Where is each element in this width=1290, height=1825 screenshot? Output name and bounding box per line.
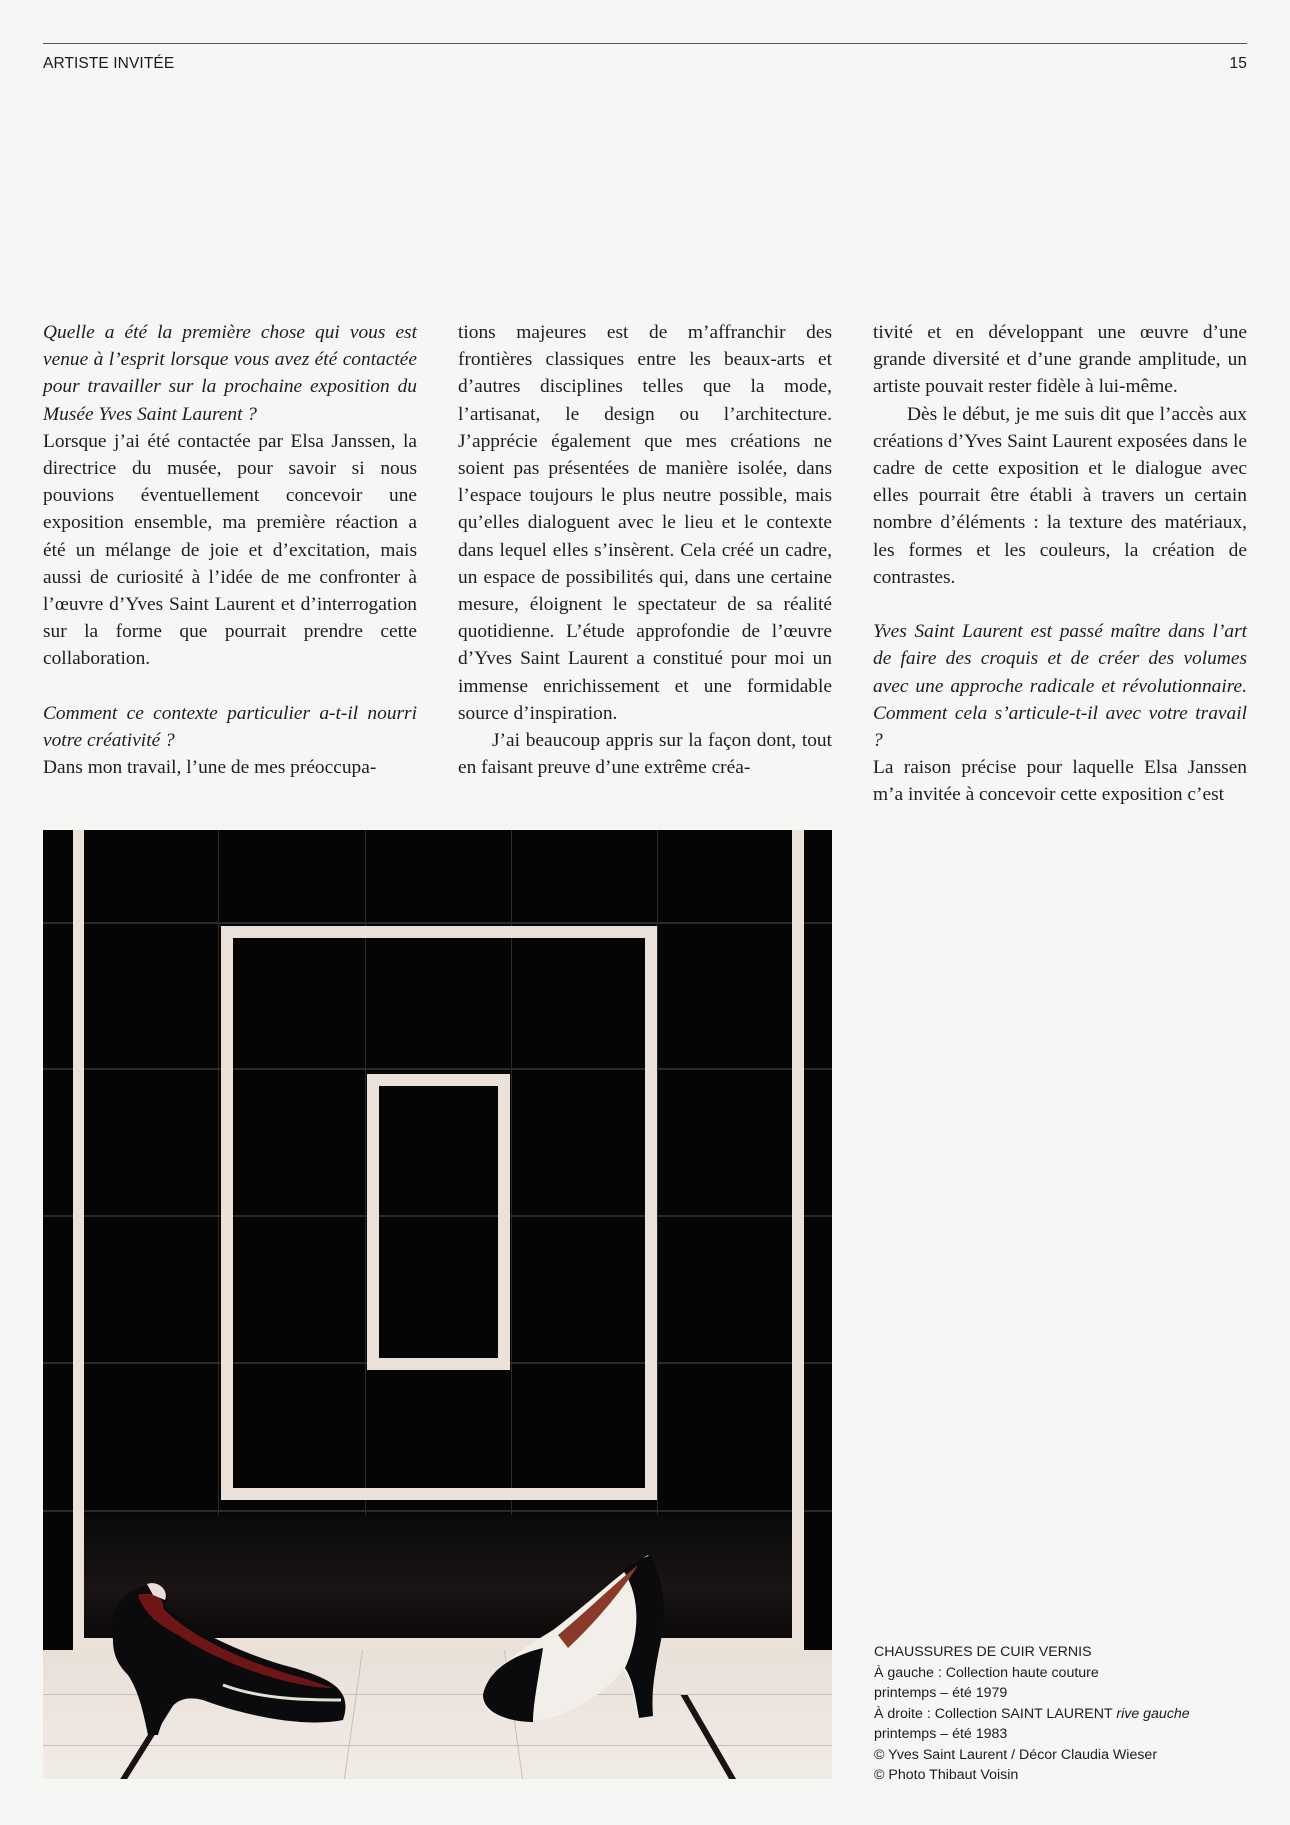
interview-answer: Lorsque j’ai été contactée par Elsa Janssen, la directrice du musée, pour savoir si nous pouvions éventuellement concevoir une exposition ensemble, ma première réaction a été un mélange de joie et d’excitation, mais aussi de curiosité à l’idée de me confronter à l’œuvre d’Yves Saint Laurent et d’interrogation sur la forme que pourrait prendre cette collaboration. — [43, 430, 417, 670]
interview-question: Comment ce contexte particulier a-t-il nourri votre créativité ? — [43, 702, 417, 752]
left-shoe-icon — [103, 1550, 403, 1740]
caption-line: © Photo Thibaut Voisin — [874, 1767, 1019, 1783]
interview-question: Yves Saint Laurent est passé maître dans l’art de faire des croquis et de créer des volumes avec une approche radicale et révolutionnaire. Comment cela s’articule-t-il avec votre travail ? — [873, 621, 1247, 752]
photo-caption — [874, 1642, 1254, 1786]
header-rule — [43, 43, 1247, 44]
right-shoe-icon — [473, 1530, 673, 1740]
interview-answer: Dès le début, je me suis dit que l’accès aux créations d’Yves Saint Laurent exposées dans le cadre de cette exposition et le dialogue avec elles pourrait être établi à travers un certain nombre d’éléments : la texture des matériaux, les formes et les couleurs, la création de contrastes. — [873, 403, 1247, 588]
text-column-3 — [873, 319, 1247, 809]
caption-line: printemps – été 1979 — [874, 1685, 1008, 1701]
page-number: 15 — [1229, 55, 1247, 72]
outer-frame-right — [792, 830, 804, 1650]
interview-answer: La raison précise pour laquelle Elsa Janssen m’a invitée à concevoir cette exposition c’est — [873, 757, 1247, 806]
caption-italic-text: rive gauche — [1116, 1705, 1190, 1722]
interview-answer: tivité et en développant une œuvre d’une grande diversité et d’une grande amplitude, un artiste pouvait rester fidèle à lui-même. — [873, 322, 1247, 398]
shoes-photograph — [43, 830, 832, 1779]
middle-frame — [221, 926, 233, 1500]
inner-frame — [367, 1074, 379, 1370]
running-header — [43, 55, 1247, 73]
caption-title: CHAUSSURES DE CUIR VERNIS — [874, 1644, 1092, 1660]
interview-answer: tions majeures est de m’affranchir des frontières classiques entre les beaux-arts et d’autres disciplines telles que la mode, l’artisanat, le design ou l’architecture. J’apprécie également que mes créations ne soient pas présentées de manière isolée, dans l’espace toujours le plus neutre possible, mais qu’elles dialoguent avec le lieu et le contexte dans lequel elles s’insèrent. Cela créé un cadre, un espace de possibilités qui, dans une certaine mesure, éloignent le spectateur de sa réalité quotidienne. L’étude approfondie de l’œuvre d’Yves Saint Laurent a constitué pour moi un immense enrichissement et une formidable source d’inspiration. — [458, 322, 832, 724]
text-column-1 — [43, 319, 417, 781]
text-column-2 — [458, 319, 832, 781]
caption-line: © Yves Saint Laurent / Décor Claudia Wieser — [874, 1746, 1158, 1763]
caption-line: À gauche : Collection haute couture — [874, 1664, 1099, 1681]
interview-question: Quelle a été la première chose qui vous est venue à l’esprit lorsque vous avez été contactée pour travailler sur la prochaine exposition du Musée Yves Saint Laurent ? — [43, 322, 417, 425]
caption-line — [874, 1704, 1254, 1725]
section-title: ARTISTE INVITÉE — [43, 55, 175, 72]
interview-answer: J’ai beaucoup appris sur la façon dont, tout en faisant preuve d’une extrême créa- — [458, 730, 832, 779]
caption-line-text: À droite : Collection SAINT LAURENT — [874, 1705, 1117, 1722]
caption-line: printemps – été 1983 — [874, 1726, 1008, 1742]
outer-frame-left — [73, 830, 84, 1650]
interview-answer: Dans mon travail, l’une de mes préoccupa- — [43, 757, 377, 779]
